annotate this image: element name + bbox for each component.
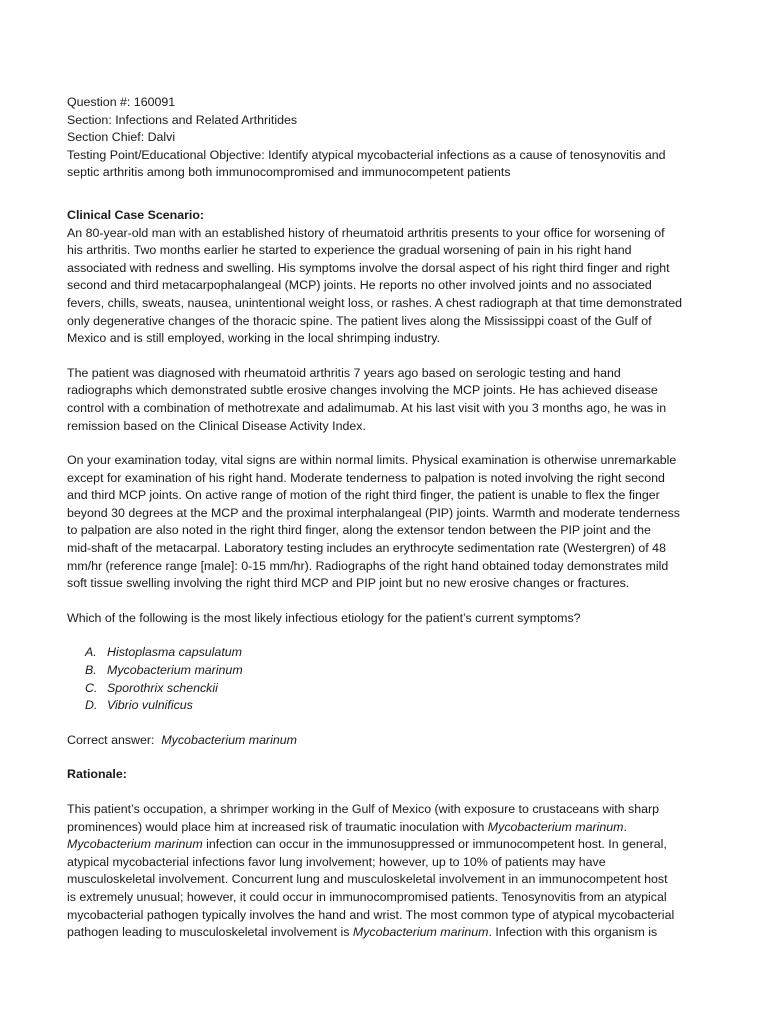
answer-option: C. Sporothrix schenckii [85,680,218,695]
text-line: remission based on the Clinical Disease Activity Index. [67,418,366,433]
text-line: only degenerative changes of the thoracic spine. The patient lives along the Mississippi coast of the Gulf of [67,313,652,328]
case-paragraph-1 [67,225,708,348]
text-line: This patient’s occupation, a shrimper working in the Gulf of Mexico (with exposure to crustaceans with sharp [67,802,660,816]
text-line: musculoskeletal involvement. Concurrent lung and musculoskeletal involvement in an immunocompetent host [67,872,668,887]
text-line: The patient was diagnosed with rheumatoid arthritis 7 years ago based on serologic testing and hand [67,365,621,380]
text-line: On your examination today, vital signs are within normal limits. Physical examination is otherwise unremarkable [67,453,677,468]
text-line: prominences) would place him at increased risk of traumatic inoculation with Mycobacterium marinum. [67,819,627,834]
section-chief: Section Chief: Dalvi [67,130,176,145]
text-line: atypical mycobacterial infections favor lung involvement; however, up to 10% of patients may have [67,854,606,869]
question-number: Question #: 160091 [67,95,176,109]
answer-option: A. Histoplasma capsulatum [85,645,242,660]
text-line: control with a combination of methotrexate and adalimumab. At his last visit with you 3 months ago, he was in [67,400,667,415]
text-line: to palpation are also noted in the right third finger, along the extensor tendon between the PIP joint and the [67,523,651,538]
answer-options [67,644,708,714]
text-line: pathogen leading to musculoskeletal involvement is Mycobacterium marinum. Infection with this organism is [67,925,658,940]
text-line: his arthritis. Two months earlier he started to experience the gradual worsening of pain in his right hand [67,243,632,258]
case-heading: Clinical Case Scenario: [67,207,205,222]
text-line: is extremely unusual; however, it could occur in immunocompromised patients. Tenosynovitis from an atypical [67,889,667,904]
text-line: An 80-year-old man with an established history of rheumatoid arthritis presents to your office for worsening of [67,225,665,240]
text-line: Mexico and is still employed, working in the local shrimping industry. [67,331,441,346]
text-line: beyond 30 degrees at the MCP and the proximal interphalangeal (PIP) joints. Warmth and moderate tenderness [67,505,680,520]
rationale-heading: Rationale: [67,767,127,782]
text-line: soft tissue swelling involving the right third MCP and PIP joint but no new erosive changes or fractures. [67,576,630,591]
rationale-paragraph [67,801,708,942]
case-paragraph-3 [67,452,708,593]
section-name: Section: Infections and Related Arthritides [67,112,298,127]
text-line: fevers, chills, sweats, nausea, unintentional weight loss, or rashes. A chest radiograph at that time demonstrated [67,295,683,310]
correct-answer: Correct answer: Mycobacterium marinum [67,732,297,747]
text-line: mid-shaft of the metacarpal. Laboratory testing includes an erythrocyte sedimentation rate (Westergren) of 48 [67,541,666,556]
text-line: except for examination of his right hand. Moderate tenderness to palpation is noted involving the right second [67,470,665,485]
header-block [67,94,708,182]
text-line: associated with redness and swelling. His symptoms involve the dorsal aspect of his right third finger and right [67,260,670,275]
text-line: mycobacterial pathogen typically involves the hand and wrist. The most common type of atypical mycobacterial [67,907,675,922]
text-line: mm/hr (reference range [male]: 0-15 mm/hr). Radiographs of the right hand obtained today demonstrates mild [67,558,669,573]
answer-option: B. Mycobacterium marinum [85,663,243,678]
text-line: radiographs which demonstrated subtle erosive changes involving the MCP joints. He has achieved disease [67,383,658,398]
case-paragraph-2 [67,365,708,435]
answer-option: D. Vibrio vulnificus [85,698,193,713]
objective-line-1: Testing Point/Educational Objective: Identify atypical mycobacterial infections as a cause of tenosynovitis and [67,147,666,162]
objective-line-2: septic arthritis among both immunocompromised and immunocompetent patients [67,165,511,180]
text-line: Mycobacterium marinum infection can occur in the immunosuppressed or immunocompetent host. In general, [67,837,667,852]
text-line: second and third metacarpophalangeal (MCP) joints. He reports no other involved joints and no associated [67,278,652,293]
question-prompt: Which of the following is the most likely infectious etiology for the patient’s current symptoms? [67,610,581,625]
text-line: and third MCP joints. On active range of motion of the right third finger, the patient is unable to flex the finger [67,488,660,503]
